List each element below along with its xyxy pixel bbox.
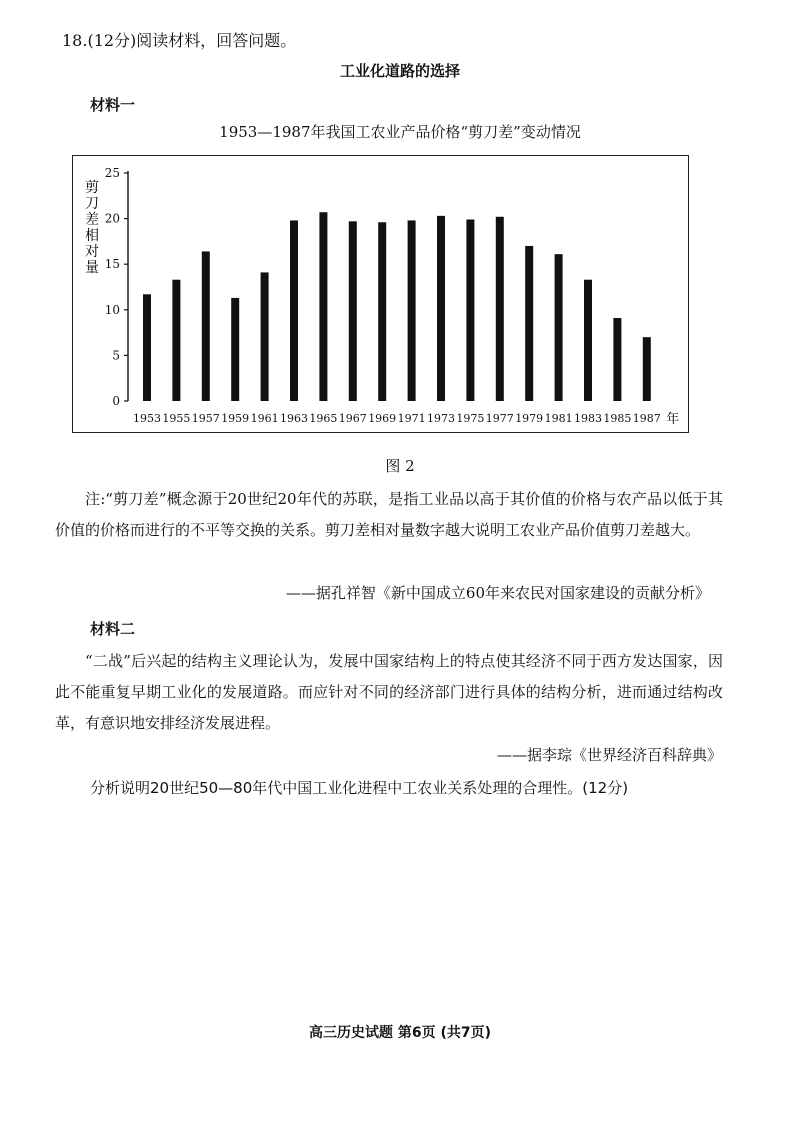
bar-1983: [584, 280, 592, 401]
question-header: 18.(12分)阅读材料，回答问题。: [62, 31, 297, 50]
material-1-source: ——据孔祥智《新中国成立60年来农民对国家建设的贡献分析》: [285, 584, 710, 602]
y-tick-label: 10: [104, 302, 120, 317]
material-2-label: 材料二: [90, 620, 136, 638]
chart-title: 1953—1987年我国工农业产品价格“剪刀差”变动情况: [219, 123, 581, 141]
bar-1953: [143, 294, 151, 401]
bar-1961: [261, 272, 269, 401]
bar-chart: [73, 156, 690, 434]
bar-1963: [290, 220, 298, 401]
bar-1987: [643, 337, 651, 401]
x-tick-label: 1953: [133, 412, 161, 425]
bar-1957: [202, 251, 210, 401]
material-2-source: ——据李琮《世界经济百科辞典》: [496, 746, 722, 764]
x-tick-label: 1977: [485, 412, 514, 425]
y-tick-label: 15: [104, 257, 120, 272]
material-2-text: “二战”后兴起的结构主义理论认为，发展中国家结构上的特点使其经济不同于西方发达国家，因此不能重复早期工业化的发展道路。而应针对不同的经济部门进行具体的结构分析，进而通过结构改革，有意识地安排经济发展进程。: [55, 652, 723, 732]
y-tick-label: 20: [104, 211, 120, 226]
bar-1973: [437, 216, 445, 401]
x-tick-label: 1967: [338, 412, 367, 425]
bar-1969: [378, 222, 386, 401]
figure-caption: 图 2: [385, 457, 415, 475]
note-paragraph: 注:“剪刀差”概念源于20世纪20年代的苏联，是指工业品以高于其价值的价格与农产品以低于其价值的价格而进行的不平等交换的关系。剪刀差相对量数字越大说明工农业产品价值剪刀差越大。: [55, 490, 723, 539]
x-tick-label: 1955: [162, 412, 191, 425]
y-tick-label: 5: [112, 348, 120, 363]
material-1-label: 材料一: [90, 96, 136, 114]
x-tick-label: 1987: [632, 412, 661, 425]
x-tick-label: 1973: [427, 412, 455, 425]
bar-1985: [613, 318, 621, 401]
x-tick-label: 1979: [515, 412, 544, 425]
bar-1955: [172, 280, 180, 401]
x-tick-label: 1985: [603, 412, 632, 425]
x-tick-label: 1961: [250, 412, 279, 425]
bar-1967: [349, 221, 357, 401]
bar-1975: [466, 220, 474, 401]
x-tick-label: 1957: [191, 412, 220, 425]
x-axis-label: 年: [666, 412, 680, 427]
bar-1971: [408, 220, 416, 401]
page-footer: 高三历史试题 第6页 (共7页): [308, 1025, 492, 1041]
x-tick-label: 1969: [368, 412, 397, 425]
x-tick-label: 1983: [574, 412, 602, 425]
x-tick-label: 1965: [309, 412, 338, 425]
y-axis-label: 剪刀差相对量: [85, 180, 99, 276]
x-tick-label: 1959: [221, 412, 250, 425]
chart-frame: [72, 155, 689, 433]
bar-1959: [231, 298, 239, 401]
section-title: 工业化道路的选择: [339, 62, 460, 80]
bar-1981: [555, 254, 563, 401]
x-tick-label: 1971: [397, 412, 426, 425]
x-tick-label: 1963: [280, 412, 308, 425]
x-tick-label: 1975: [456, 412, 485, 425]
task-prompt: 分析说明20世纪50—80年代中国工业化进程中工农业关系处理的合理性。(12分): [90, 779, 629, 797]
bar-1979: [525, 246, 533, 401]
x-tick-label: 1981: [544, 412, 573, 425]
y-tick-label: 0: [112, 394, 120, 408]
bar-1977: [496, 217, 504, 401]
y-tick-label: 25: [104, 166, 120, 180]
bar-1965: [319, 212, 327, 401]
